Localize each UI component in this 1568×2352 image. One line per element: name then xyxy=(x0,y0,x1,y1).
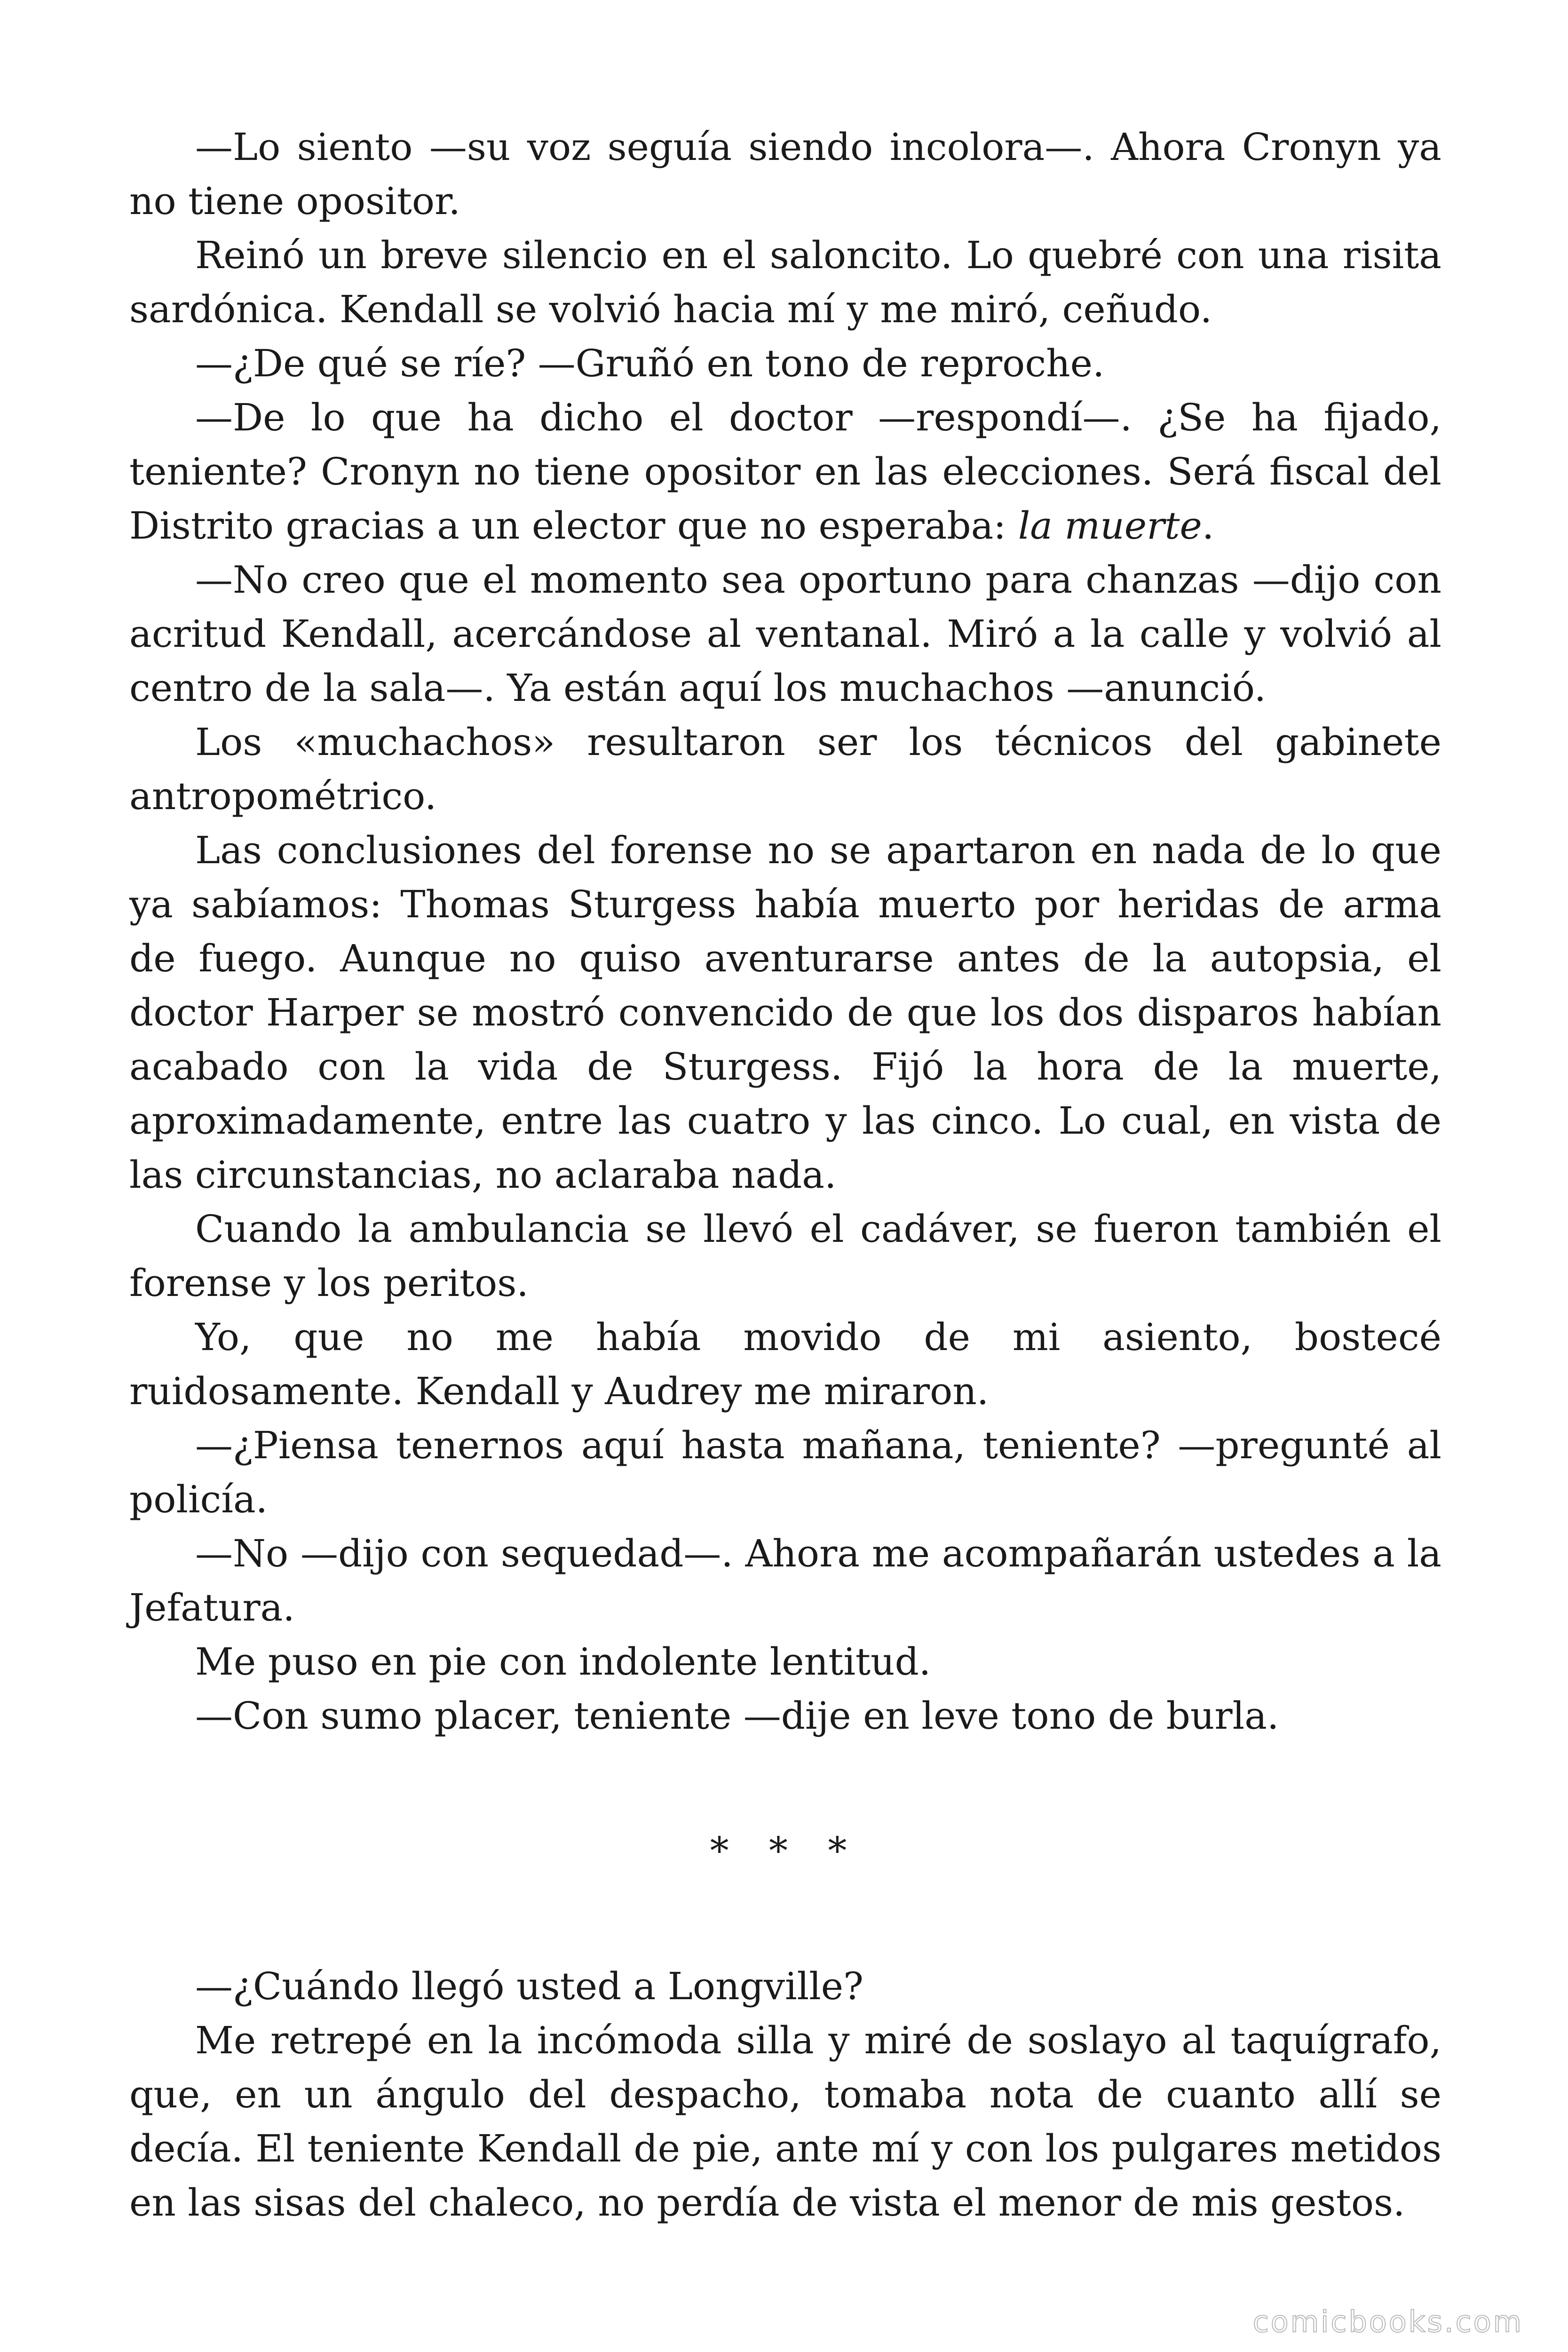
paragraph: Los «muchachos» resultaron ser los técnicos del gabinete antropométrico. xyxy=(129,720,1441,818)
italic-phrase: la muerte xyxy=(1018,504,1202,548)
paragraph xyxy=(129,390,1441,553)
paragraph-tail: . xyxy=(1202,504,1214,548)
paragraph: Cuando la ambulancia se llevó el cadáver, se fueron también el forense y los peritos. xyxy=(129,1207,1441,1305)
paragraph: —¿Piensa tenernos aquí hasta mañana, teniente? —pregunté al policía. xyxy=(129,1423,1441,1521)
watermark: comicbooks.com xyxy=(1252,2304,1523,2339)
paragraph: Me puso en pie con indolente lentitud. xyxy=(195,1640,931,1684)
paragraph: —No creo que el momento sea oportuno para chanzas —dijo con acritud Kendall, acercándose al ventanal. Miró a la calle y volvió al centro de la sala—. Ya están aquí los muchachos —anunció. xyxy=(129,558,1441,710)
paragraph: Reinó un breve silencio en el saloncito. Lo quebré con una risita sardónica. Kendall se volvió hacia mí y me miró, ceñudo. xyxy=(129,233,1441,331)
paragraph: —Lo siento —su voz seguía siendo incolora—. Ahora Cronyn ya no tiene opositor. xyxy=(129,125,1441,223)
section-separator: * * * xyxy=(710,1829,861,1873)
paragraph: —No —dijo con sequedad—. Ahora me acompañarán ustedes a la Jefatura. xyxy=(129,1532,1441,1629)
paragraph-text: —De lo que ha dicho el doctor —respondí—. ¿Se ha fijado, teniente? Cronyn no tiene opositor en las elecciones. Será fiscal del Distrito gracias a un elector que no esperaba: xyxy=(129,396,1441,548)
paragraph: Yo, que no me había movido de mi asiento, bostecé ruidosamente. Kendall y Audrey me miraron. xyxy=(129,1315,1441,1413)
paragraph: Las conclusiones del forense no se apartaron en nada de lo que ya sabíamos: Thomas Sturgess había muerto por heridas de arma de fuego. Aunque no quiso aventurarse antes de la autopsia, el doctor Harper se mostró convencido de que los dos disparos habían acabado con la vida de Sturgess. Fijó la hora de la muerte, aproximadamente, entre las cuatro y las cinco. Lo cual, en vista de las circunstancias, no aclaraba nada. xyxy=(129,828,1441,1197)
body-text xyxy=(129,120,1441,2230)
paragraph: —¿De qué se ríe? —Gruñó en tono de reproche. xyxy=(195,342,1105,385)
paragraph: —¿Cuándo llegó usted a Longville? xyxy=(195,1964,864,2008)
paragraph: Me retrepé en la incómoda silla y miré de soslayo al taquígrafo, que, en un ángulo del despacho, tomaba nota de cuanto allí se decía. El teniente Kendall de pie, ante mí y con los pulgares metidos en las sisas del chaleco, no perdía de vista el menor de mis gestos. xyxy=(129,2018,1441,2225)
paragraph: —Con sumo placer, teniente —dije en leve tono de burla. xyxy=(195,1694,1279,1738)
